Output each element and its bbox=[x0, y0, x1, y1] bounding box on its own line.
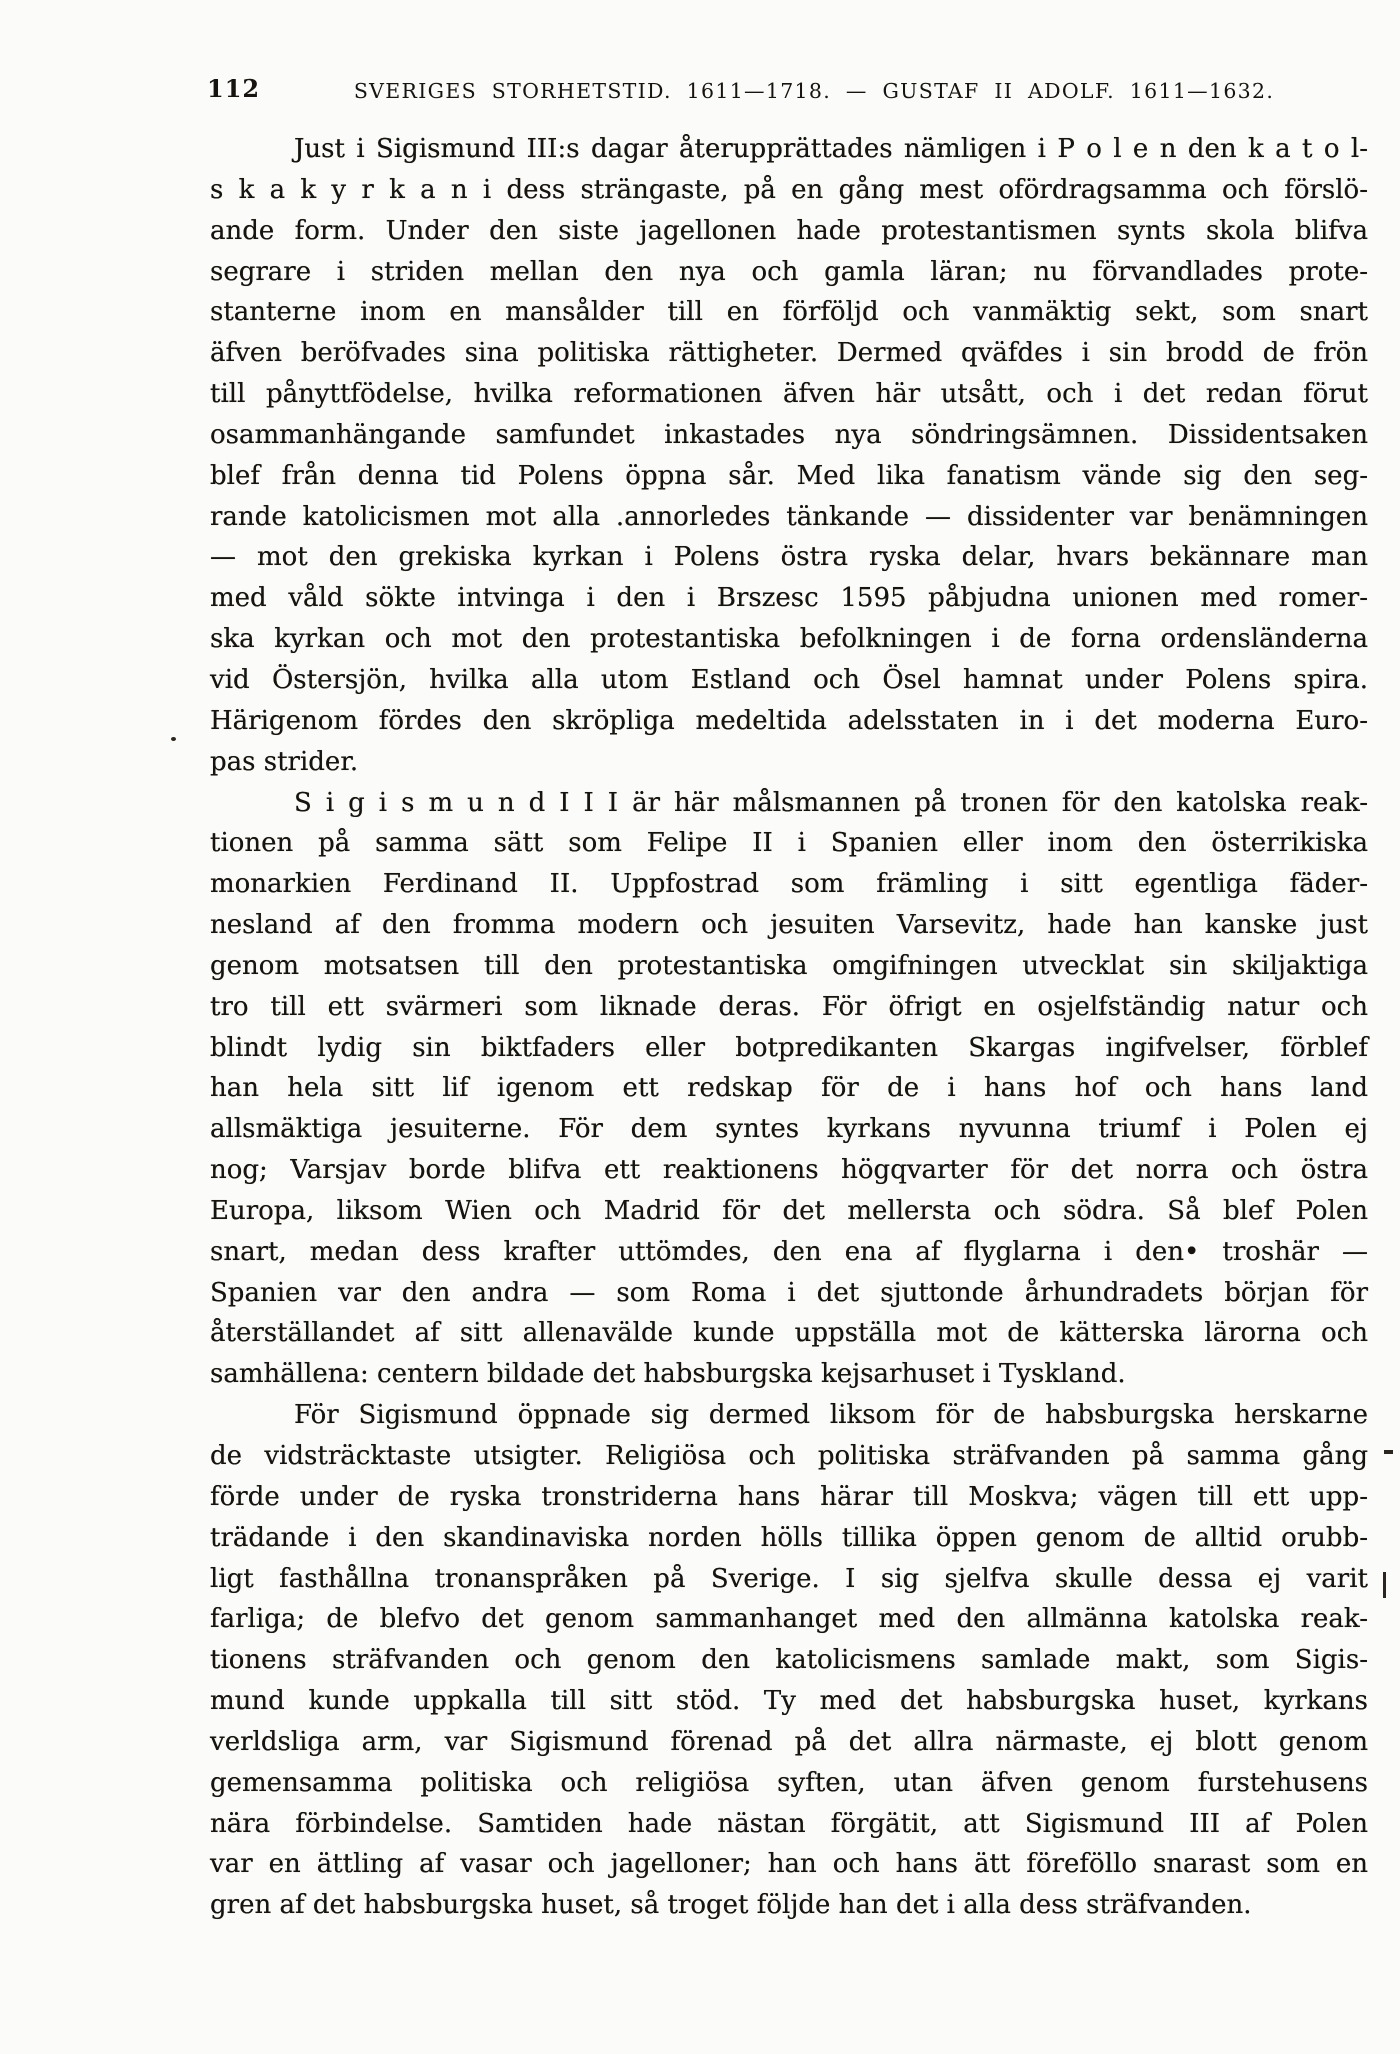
text-line: ska kyrkan och mot den protestantiska befolkningen i de forna ordensländerna bbox=[210, 624, 1368, 655]
page-number: 112 bbox=[207, 74, 261, 103]
text-line: till pånyttfödelse, hvilka reformationen äfven här utsått, och i det redan förut bbox=[210, 379, 1368, 410]
text-line: S i g i s m u n d I I I är här målsmannen på tronen för den katolska reak- bbox=[294, 787, 1368, 818]
text-line: han hela sitt lif igenom ett redskap för de i hans hof och hans land bbox=[210, 1073, 1368, 1104]
text-line: Just i Sigismund III:s dagar återupprättades nämligen i P o l e n den k a t o l- bbox=[294, 134, 1368, 164]
text-line: vid Östersjön, hvilka alla utom Estland och Ösel hamnat under Polens spira. bbox=[210, 664, 1368, 695]
text-line: nesland af den fromma modern och jesuiten Varsevitz, hade han kanske just bbox=[210, 910, 1368, 941]
text-line: ligt fasthållna tronanspråken på Sverige. I sig sjelfva skulle dessa ej varit bbox=[210, 1563, 1368, 1594]
text-line: tro till ett svärmeri som liknade deras. För öfrigt en osjelfständig natur och bbox=[210, 991, 1368, 1022]
text-line: var en ättling af vasar och jagelloner; han och hans ätt föreföllo snarast som en bbox=[210, 1849, 1368, 1880]
text-line: nära förbindelse. Samtiden hade nästan förgätit, att Sigismund III af Polen bbox=[210, 1808, 1368, 1839]
text-line: Europa, liksom Wien och Madrid för det mellersta och södra. Så blef Polen bbox=[210, 1195, 1368, 1226]
text-line: segrare i striden mellan den nya och gamla läran; nu förvandlades prote- bbox=[210, 256, 1368, 287]
text-line: äfven beröfvades sina politiska rättigheter. Dermed qväfdes i sin brodd de frön bbox=[210, 338, 1368, 369]
text-line: osammanhängande samfundet inkastades nya söndringsämnen. Dissidentsaken bbox=[210, 419, 1368, 450]
text-line: gren af det habsburgska huset, så troget följde han det i alla dess sträfvanden. bbox=[210, 1890, 1252, 1921]
text-line: — mot den grekiska kyrkan i Polens östra ryska delar, hvars bekännare man bbox=[210, 542, 1368, 573]
text-line: ande form. Under den siste jagellonen hade protestantismen synts skola blifva bbox=[210, 215, 1368, 246]
text-line: stanterne inom en mansålder till en förföljd och vanmäktig sekt, som snart bbox=[210, 297, 1368, 328]
text-line: nog; Varsjav borde blifva ett reaktionens högqvarter för det norra och östra bbox=[210, 1155, 1368, 1186]
text-line: blef från denna tid Polens öppna sår. Med lika fanatism vände sig den seg- bbox=[210, 460, 1368, 491]
text-line: Spanien var den andra — som Roma i det sjuttonde århundradets början för bbox=[210, 1277, 1368, 1308]
paragraph bbox=[210, 129, 1368, 783]
text-line: rande katolicismen mot alla .annorledes tänkande — dissidenter var benämningen bbox=[210, 501, 1368, 532]
text-line: pas strider. bbox=[210, 746, 359, 777]
paragraph bbox=[210, 1395, 1368, 1926]
text-line: trädande i den skandinaviska norden hölls tillika öppen genom de alltid orubb- bbox=[210, 1522, 1368, 1553]
text-line: förde under de ryska tronstriderna hans härar till Moskva; vägen till ett upp- bbox=[210, 1481, 1368, 1512]
text-line: monarkien Ferdinand II. Uppfostrad som främling i sitt egentliga fäder- bbox=[210, 869, 1368, 900]
text-line: återställandet af sitt allenavälde kunde uppställa mot de kätterska lärorna och bbox=[210, 1318, 1368, 1349]
text-line: För Sigismund öppnade sig dermed liksom för de habsburgska herskarne bbox=[294, 1400, 1368, 1431]
text-line: snart, medan dess krafter uttömdes, den ena af flyglarna i den• troshär — bbox=[210, 1236, 1368, 1267]
scan-mark-dash bbox=[1384, 1450, 1393, 1454]
scan-mark-bar bbox=[1383, 1572, 1386, 1598]
text-line: de vidsträcktaste utsigter. Religiösa och politiska sträfvanden på samma gång bbox=[210, 1441, 1368, 1471]
running-header: SVERIGES STORHETSTID. 1611—1718. — GUSTAF II ADOLF. 1611—1632. bbox=[353, 79, 1275, 103]
text-line: genom motsatsen till den protestantiska omgifningen utvecklat sin skiljaktiga bbox=[210, 950, 1368, 981]
text-line: tionens sträfvanden och genom den katolicismens samlade makt, som Sigis- bbox=[210, 1645, 1368, 1676]
text-line: Härigenom fördes den skröpliga medeltida adelsstaten in i det moderna Euro- bbox=[210, 705, 1368, 736]
text-line: gemensamma politiska och religiösa syften, utan äfven genom furstehusens bbox=[210, 1767, 1368, 1798]
paragraph bbox=[210, 783, 1368, 1396]
text-line: blindt lydig sin biktfaders eller botpredikanten Skargas ingifvelser, förblef bbox=[210, 1032, 1368, 1063]
text-line: allsmäktiga jesuiterne. För dem syntes kyrkans nyvunna triumf i Polen ej bbox=[210, 1114, 1368, 1145]
text-line: s k a k y r k a n i dess strängaste, på en gång mest ofördragsamma och förslö- bbox=[210, 174, 1368, 205]
scan-speck bbox=[171, 737, 176, 741]
text-line: mund kunde uppkalla till sitt stöd. Ty med det habsburgska huset, kyrkans bbox=[210, 1686, 1368, 1717]
text-line: verldsliga arm, var Sigismund förenad på det allra närmaste, ej blott genom bbox=[210, 1726, 1368, 1757]
page-body-text bbox=[210, 129, 1368, 1926]
text-line: samhällena: centern bildade det habsburgska kejsarhuset i Tyskland. bbox=[210, 1359, 1126, 1390]
text-line: tionen på samma sätt som Felipe II i Spanien eller inom den österrikiska bbox=[210, 828, 1368, 859]
text-line: farliga; de blefvo det genom sammanhanget med den allmänna katolska reak- bbox=[210, 1604, 1368, 1635]
text-line: med våld sökte intvinga i den i Brszesc 1595 påbjudna unionen med romer- bbox=[210, 583, 1368, 614]
